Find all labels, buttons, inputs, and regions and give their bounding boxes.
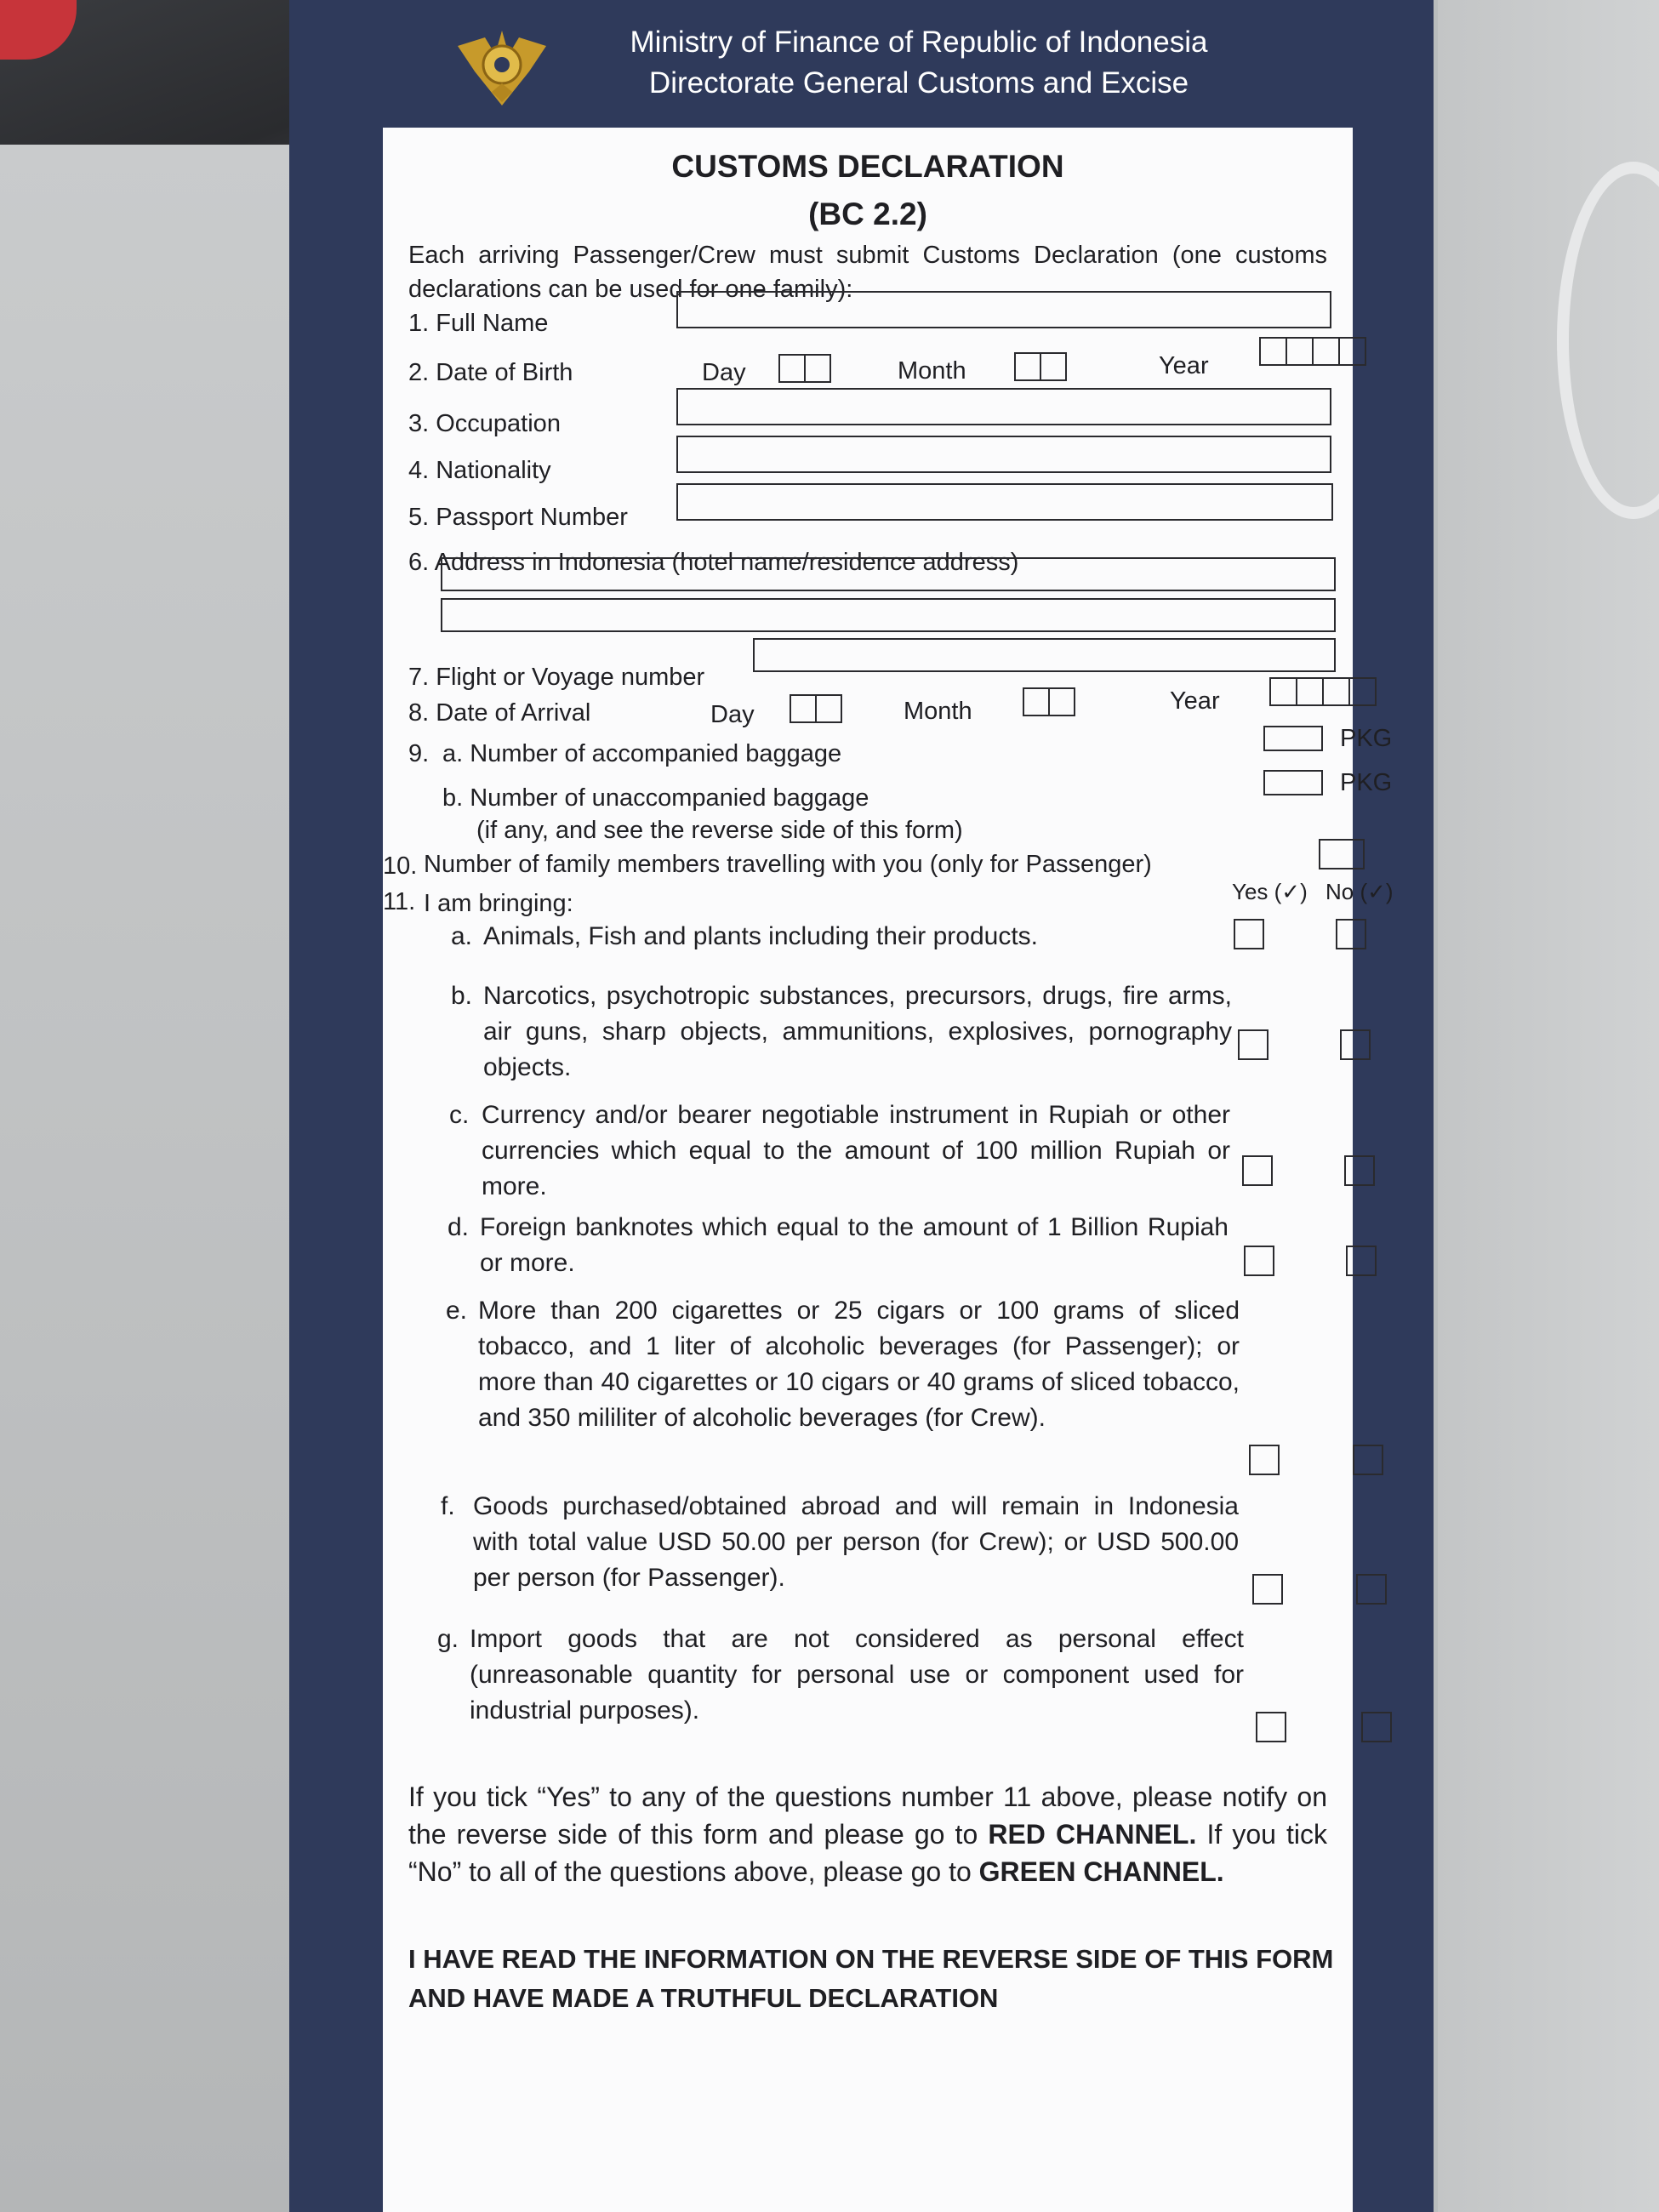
card-header	[289, 0, 1434, 128]
item-e-text: More than 200 cigarettes or 25 cigars or 100 grams of sliced tobacco, and 1 liter of alcoholic beverages (for Passenger); or more than 40 cigarettes or 10 cigars or 40 grams of sliced tobacco, and 350 mililiter of alcoholic beverages (for Crew).	[478, 1297, 1240, 1432]
label-family-number: 10.	[383, 852, 418, 880]
no-column-label: No (✓)	[1325, 879, 1394, 904]
item-c-yes-checkbox[interactable]	[1242, 1155, 1273, 1186]
arrival-year-label: Year	[1170, 687, 1220, 715]
arrival-day-field[interactable]	[790, 694, 842, 723]
label-bringing-number: 11.	[383, 888, 416, 915]
item-a-text: Animals, Fish and plants including their products.	[483, 922, 1039, 950]
item-d-letter: d.	[448, 1213, 470, 1241]
item-b-text: Narcotics, psychotropic substances, precursors, drugs, fire arms, air guns, sharp objects, ammunitions, explosives, pornography objects.	[483, 982, 1232, 1081]
ministry-heading	[579, 22, 1259, 104]
form-code: (BC 2.2)	[808, 197, 927, 231]
label-nationality: 4. Nationality	[408, 457, 551, 484]
red-channel-text: RED CHANNEL.	[988, 1819, 1197, 1850]
yes-column-label: Yes (✓)	[1232, 879, 1308, 904]
item-b-no-checkbox[interactable]	[1340, 1029, 1371, 1060]
address-field-line-1[interactable]	[441, 557, 1336, 591]
dob-day-field[interactable]	[778, 354, 831, 383]
ministry-line-1: Ministry of Finance of Republic of Indonesia	[630, 26, 1208, 59]
item-d-yes-checkbox[interactable]	[1244, 1246, 1274, 1276]
item-d-no-checkbox[interactable]	[1346, 1246, 1377, 1276]
occupation-field[interactable]	[676, 388, 1331, 425]
item-e-yes-checkbox[interactable]	[1249, 1445, 1280, 1475]
dob-day-label: Day	[702, 359, 746, 386]
form-title	[383, 143, 1353, 238]
dob-year-label: Year	[1159, 352, 1209, 379]
ministry-line-2: Directorate General Customs and Excise	[648, 66, 1189, 100]
label-date-of-birth: 2. Date of Birth	[408, 359, 573, 386]
item-c-text: Currency and/or bearer negotiable instrument in Rupiah or other currencies which equal to the amount of 100 million Rupiah or more.	[482, 1101, 1230, 1200]
passport-number-field[interactable]	[676, 483, 1333, 521]
dob-month-field[interactable]	[1014, 352, 1067, 381]
label-full-name: 1. Full Name	[408, 310, 549, 337]
item-g-no-checkbox[interactable]	[1361, 1712, 1392, 1742]
label-address: 6. Address in Indonesia (hotel name/residence address)	[408, 549, 1019, 576]
label-occupation: 3. Occupation	[408, 410, 561, 437]
address-field-line-2[interactable]	[441, 598, 1336, 632]
unaccompanied-baggage-note: (if any, and see the reverse side of this form)	[476, 817, 963, 844]
pkg-label-b: PKG	[1340, 769, 1393, 796]
customs-declaration-card	[289, 0, 1434, 2212]
channel-note-part-2: If you tick “No” to all of the questions above, please go to	[408, 1819, 1328, 1887]
arrival-day-label: Day	[710, 701, 755, 728]
arrival-month-label: Month	[904, 698, 972, 725]
item-e-letter: e.	[446, 1297, 468, 1325]
item-g-letter: g.	[437, 1625, 459, 1653]
item-b-letter: b.	[451, 982, 473, 1010]
dob-year-field[interactable]	[1259, 337, 1366, 366]
item-a-yes-checkbox[interactable]	[1234, 919, 1264, 949]
unaccompanied-baggage-field[interactable]	[1263, 770, 1323, 795]
item-f-letter: f.	[441, 1492, 455, 1520]
label-date-of-arrival: 8. Date of Arrival	[408, 699, 591, 727]
item-g-yes-checkbox[interactable]	[1256, 1712, 1286, 1742]
customs-emblem-icon	[451, 20, 553, 114]
item-f-text: Goods purchased/obtained abroad and will remain in Indonesia with total value USD 50.00 per person (for Crew); or USD 500.00 per person (for Passenger).	[473, 1492, 1239, 1592]
label-passport-number: 5. Passport Number	[408, 504, 628, 531]
truthful-declaration: I HAVE READ THE INFORMATION ON THE REVERSE SIDE OF THIS FORM AND HAVE MADE A TRUTHFUL DECLARATION	[408, 1944, 1334, 2013]
label-flight-number: 7. Flight or Voyage number	[408, 664, 705, 691]
channel-note-part-1: If you tick “Yes” to any of the questions number 11 above, please notify on the reverse side of this form and please go to	[408, 1782, 1327, 1850]
item-a-no-checkbox[interactable]	[1336, 919, 1366, 949]
item-c-no-checkbox[interactable]	[1344, 1155, 1375, 1186]
item-a-letter: a.	[451, 922, 473, 950]
item-d-text: Foreign banknotes which equal to the amount of 1 Billion Rupiah or more.	[480, 1213, 1229, 1277]
item-c-letter: c.	[449, 1101, 470, 1129]
label-family-members: Number of family members travelling with you (only for Passenger)	[424, 851, 1152, 878]
label-unaccompanied-baggage: b. Number of unaccompanied baggage	[442, 784, 869, 812]
item-f-yes-checkbox[interactable]	[1252, 1574, 1283, 1605]
item-g-text: Import goods that are not considered as personal effect (unreasonable quantity for personal use or component used for industrial purposes).	[470, 1625, 1244, 1725]
label-accompanied-baggage: a. Number of accompanied baggage	[442, 740, 842, 767]
arrival-month-field[interactable]	[1023, 687, 1075, 716]
form-intro: Each arriving Passenger/Crew must submit Customs Declaration (one customs declarations can be used for one family):	[408, 242, 1327, 303]
green-channel-text: GREEN CHANNEL.	[978, 1856, 1224, 1887]
full-name-field[interactable]	[676, 291, 1331, 328]
form-title-text: CUSTOMS DECLARATION	[671, 149, 1064, 184]
channel-instructions	[408, 1778, 1327, 1890]
label-i-am-bringing: I am bringing:	[424, 890, 573, 917]
arrival-year-field[interactable]	[1269, 677, 1377, 706]
item-f-no-checkbox[interactable]	[1356, 1574, 1387, 1605]
nationality-field[interactable]	[676, 436, 1331, 473]
pkg-label-a: PKG	[1340, 725, 1393, 752]
label-baggage-number: 9.	[408, 740, 430, 767]
flight-number-field[interactable]	[753, 638, 1336, 672]
item-b-yes-checkbox[interactable]	[1238, 1029, 1268, 1060]
dob-month-label: Month	[898, 357, 966, 385]
item-e-no-checkbox[interactable]	[1353, 1445, 1383, 1475]
accompanied-baggage-field[interactable]	[1263, 726, 1323, 751]
family-members-field[interactable]	[1319, 839, 1365, 869]
form-sheet	[383, 128, 1394, 2212]
